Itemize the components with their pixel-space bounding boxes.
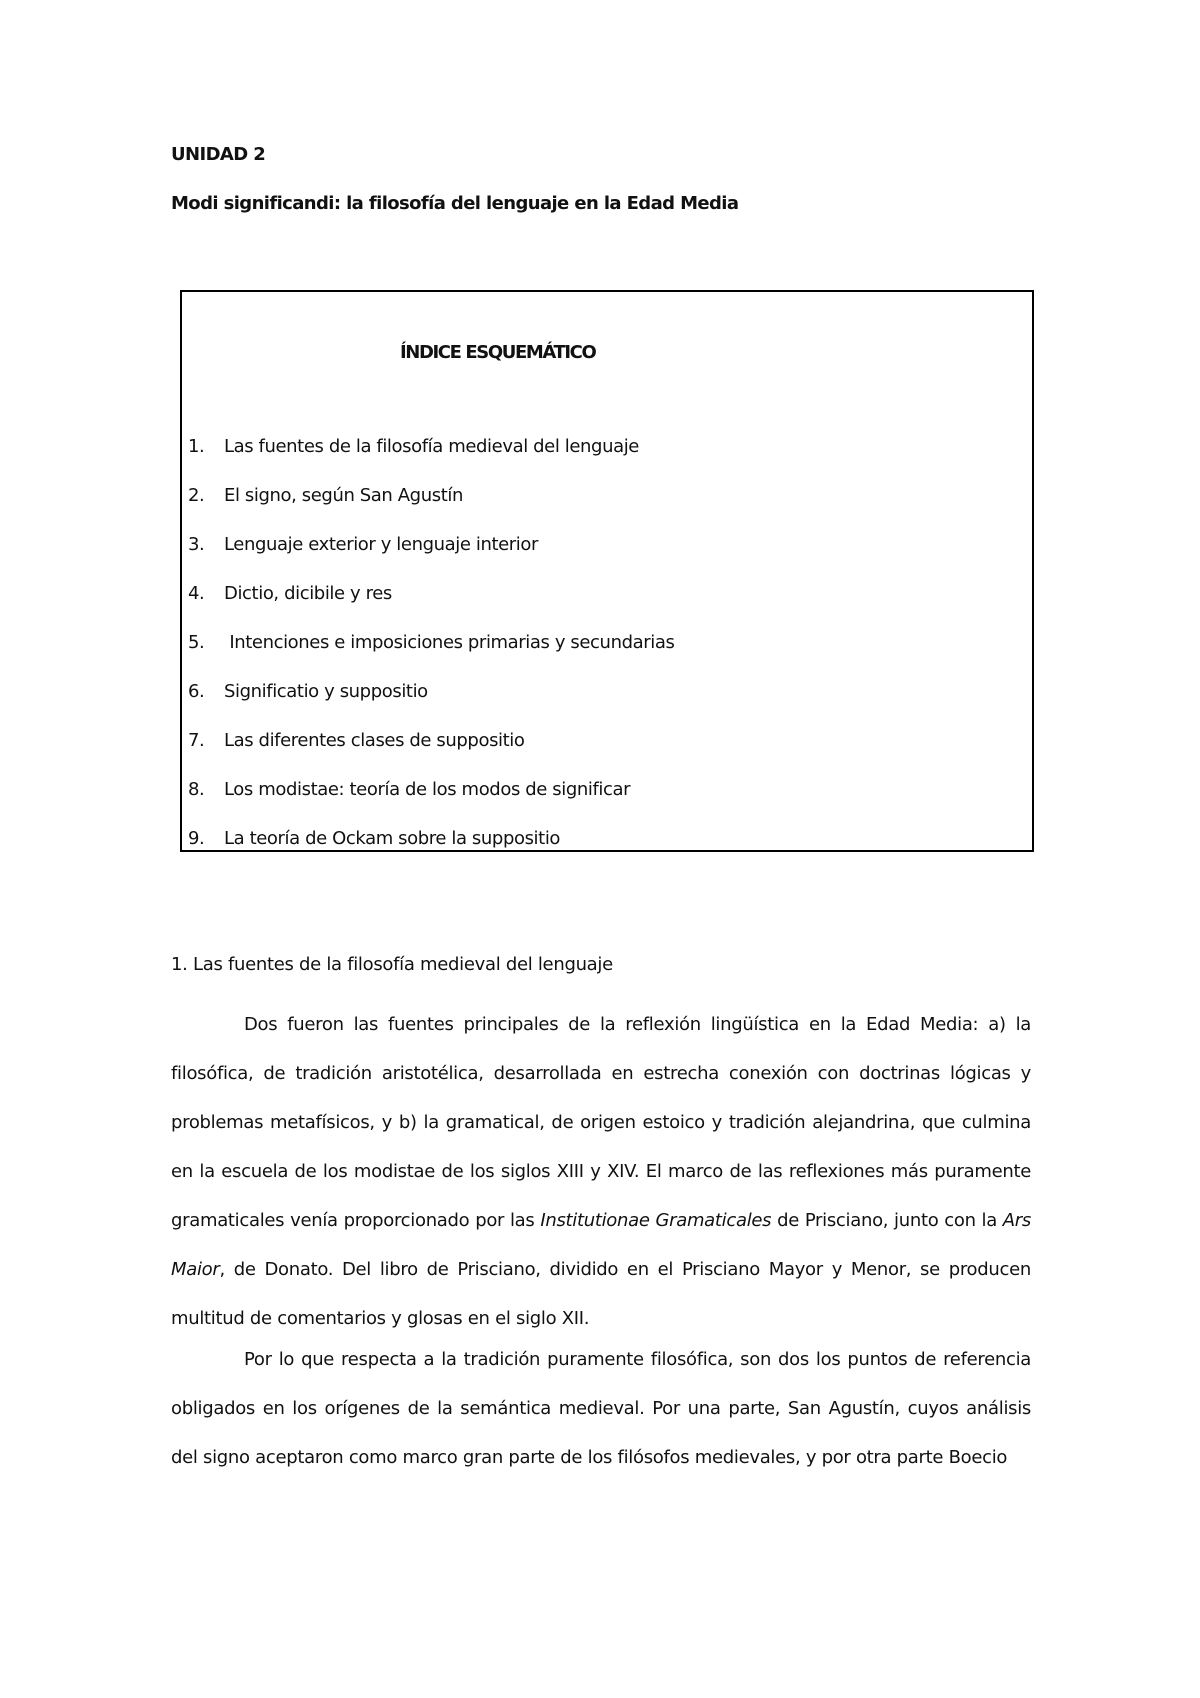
index-item-label: Intenciones e imposiciones primarias y secundarias — [224, 632, 675, 653]
index-item-label: Significatio y suppositio — [224, 681, 428, 702]
paragraph-text: de Prisciano, junto con la — [771, 1210, 1003, 1231]
section-heading: 1. Las fuentes de la filosofía medieval del lenguaje — [171, 954, 613, 975]
paragraph — [171, 1000, 1031, 1343]
index-item-label: Dictio, dicibile y res — [224, 583, 392, 604]
index-item-number: 6. — [188, 681, 205, 702]
paragraph — [171, 1335, 1031, 1482]
index-item-label: El signo, según San Agustín — [224, 485, 463, 506]
index-item-label: Los modistae: teoría de los modos de significar — [224, 779, 631, 800]
index-item-number: 2. — [188, 485, 205, 506]
index-item-number: 8. — [188, 779, 205, 800]
index-item — [188, 583, 1018, 632]
index-item-number: 1. — [188, 436, 205, 457]
index-item — [188, 632, 1018, 681]
index-item-number: 3. — [188, 534, 205, 555]
book-title-italic: Institutionae Gramaticales — [540, 1210, 772, 1231]
index-item-number: 5. — [188, 632, 205, 653]
index-item-label: La teoría de Ockam sobre la suppositio — [224, 828, 561, 849]
index-box — [180, 290, 1034, 852]
index-list — [188, 436, 1018, 877]
unit-subtitle: Modi significandi: la filosofía del lenguaje en la Edad Media — [171, 193, 739, 214]
index-item — [188, 436, 1018, 485]
index-item-label: Las diferentes clases de suppositio — [224, 730, 525, 751]
index-item-number: 4. — [188, 583, 205, 604]
index-item-number: 9. — [188, 828, 205, 849]
index-item — [188, 534, 1018, 583]
index-item — [188, 485, 1018, 534]
index-item — [188, 681, 1018, 730]
index-item-number: 7. — [188, 730, 205, 751]
unit-heading: UNIDAD 2 — [171, 144, 266, 165]
index-item — [188, 779, 1018, 828]
index-item-label: Lenguaje exterior y lenguaje interior — [224, 534, 539, 555]
book-title-italic: Ars Maior — [171, 1210, 1031, 1280]
index-item — [188, 730, 1018, 779]
index-item — [188, 828, 1018, 877]
paragraph-text: Por lo que respecta a la tradición puramente filosófica, son dos los puntos de referencia obligados en los orígenes de la semántica medieval. Por una parte, San Agustín, cuyos análisis del signo aceptaron como marco gran parte de los filósofos medievales, y por otra parte Boecio — [171, 1349, 1031, 1468]
paragraph-text: , de Donato. Del libro de Prisciano, dividido en el Prisciano Mayor y Menor, se producen multitud de comentarios y glosas en el siglo XII. — [171, 1259, 1031, 1329]
index-title: ÍNDICE ESQUEMÁTICO — [400, 342, 596, 363]
paragraph-text: Dos fueron las fuentes principales de la reflexión lingüística en la Edad Media: a) la filosófica, de tradición aristotélica, desarrollada en estrecha conexión con doctrinas lógicas y problemas metafísicos, y b) la gramatical, de origen estoico y tradición alejandrina, que culmina en la escuela de los modistae de los siglos XIII y XIV. El marco de las reflexiones más puramente gramaticales venía proporcionado por las — [171, 1014, 1031, 1231]
index-item-label: Las fuentes de la filosofía medieval del lenguaje — [224, 436, 639, 457]
